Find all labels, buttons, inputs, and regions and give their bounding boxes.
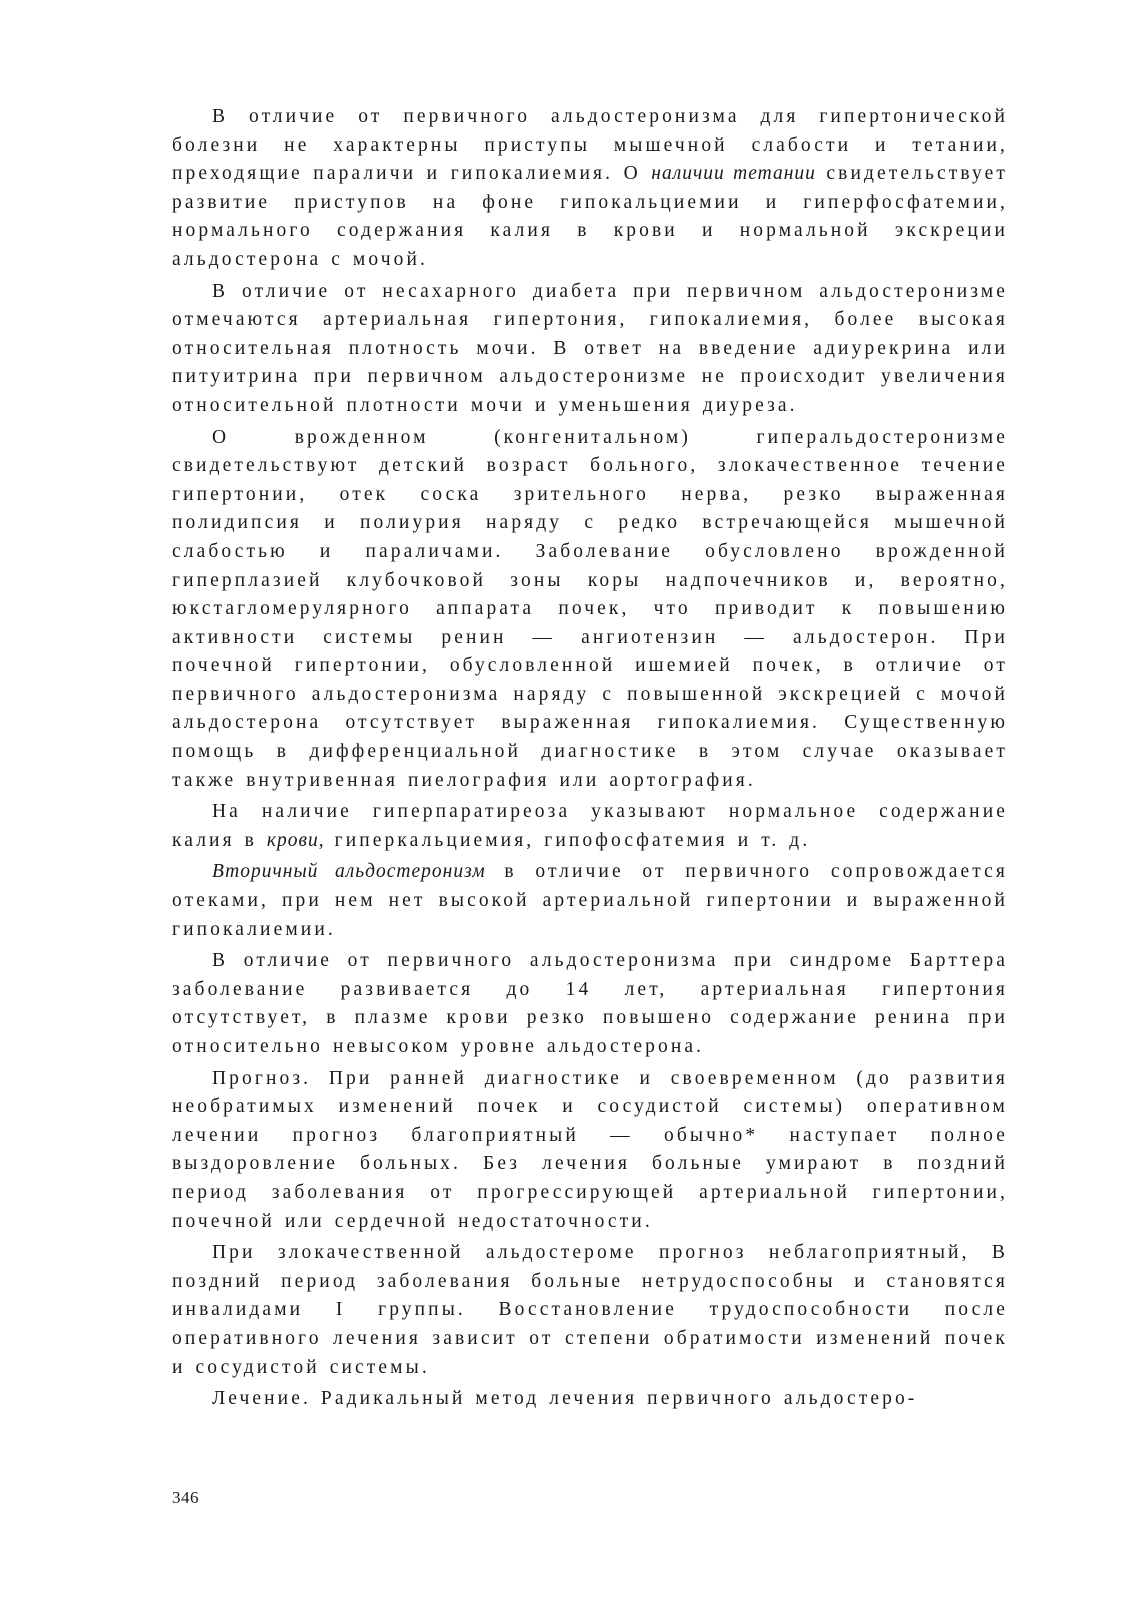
paragraph-text: Прогноз. При ранней диагностике и своевременном (до развития необратимых изменений почек и сосудистой системы) оперативном лечении прогноз благоприятный — обычно* наступает полное выздоровление больных. Без лечения больные умирают в поздний период заболевания от прогрессирующей артериальной гипертонии, почечной или сердечной недостаточности. <box>172 1067 1008 1232</box>
paragraph-prognosis <box>172 1065 1008 1237</box>
page-number: 346 <box>172 1488 199 1507</box>
paragraph-italic: Вторичный альдостеронизм <box>212 861 486 883</box>
paragraph-tetany-differential <box>172 103 1008 275</box>
paragraph-diabetes-insipidus <box>172 278 1008 421</box>
paragraph-secondary-aldosteronism <box>172 858 1008 944</box>
paragraph-congenital-hyperaldosteronism <box>172 424 1008 796</box>
paragraph-treatment <box>172 1385 1008 1414</box>
paragraph-text: гиперкальциемия, гипофосфатемия и т. д. <box>324 829 811 851</box>
paragraph-hyperparathyroidism <box>172 798 1008 855</box>
paragraph-text: В отличие от несахарного диабета при первичном альдостеронизме отмечаются артериальная гипертония, гипокалиемия, более высокая относительная плотность мочи. В ответ на введение адиурекрина или питуитрина при первичном альдостеронизме не происходит увеличения относительной плотности мочи и уменьшения диуреза. <box>172 280 1008 416</box>
paragraph-text: О врожденном (конгенитальном) гиперальдостеронизме свидетельствуют детский возраст больного, злокачественное течение гипертонии, отек соска зрительного нерва, резко выраженная полидипсия и полиурия наряду с редко встречающейся мышечной слабостью и параличами. Заболевание обусловлено врожденной гиперплазией клубочковой зоны коры надпочечников и, вероятно, юкстагломерулярного аппарата почек, что приводит к повышению активности системы ренин — ангиотензин — альдостерон. При почечной гипертонии, обусловленной ишемией почек, в отличие от первичного альдостеронизма наряду с повышенной экскрецией с мочой альдостерона отсутствует выраженная гипокалиемия. Существенную помощь в дифференциальной диагностике в этом случае оказывает также внутривенная пиелография или аортография. <box>172 426 1008 791</box>
paragraph-text: Лечение. Радикальный метод лечения первичного альдостеро- <box>212 1388 918 1410</box>
paragraph-text: в отличие от первичного сопровождается отеками, при нем нет высокой артериальной гипертонии и выраженной гипокалиемии. <box>172 861 1008 940</box>
paragraph-malignant-aldosteroma <box>172 1239 1008 1382</box>
paragraph-text: При злокачественной альдостероме прогноз неблагоприятный, В поздний период заболевания больные нетрудоспособны и становятся инвалидами I группы. Восстановление трудоспособности после оперативного лечения зависит от степени обратимости изменений почек и сосудистой системы. <box>172 1242 1008 1378</box>
page-body <box>172 103 1008 1417</box>
paragraph-text: На наличие гиперпаратиреоза указывают нормальное содержание калия в <box>172 801 1008 851</box>
paragraph-italic: наличии тетании <box>651 163 816 185</box>
paragraph-text: свидетельствует развитие приступов на фоне гипокальциемии и гиперфосфатемии, нормального содержания калия в крови и нормальной экскреции альдостерона с мочой. <box>172 163 1008 270</box>
paragraph-italic: крови, <box>266 829 325 851</box>
paragraph-text: В отличие от первичного альдостеронизма для гипертонической болезни не характерны приступы мышечной слабости и тетании, преходящие параличи и гипокалиемия. О <box>172 106 1008 185</box>
paragraph-text: В отличие от первичного альдостеронизма при синдроме Барттера заболевание развивается до 14 лет, артериальная гипертония отсутствует, в плазме крови резко повышено содержание ренина при относительно невысоком уровне альдостерона. <box>172 950 1008 1057</box>
paragraph-bartter-syndrome <box>172 947 1008 1061</box>
